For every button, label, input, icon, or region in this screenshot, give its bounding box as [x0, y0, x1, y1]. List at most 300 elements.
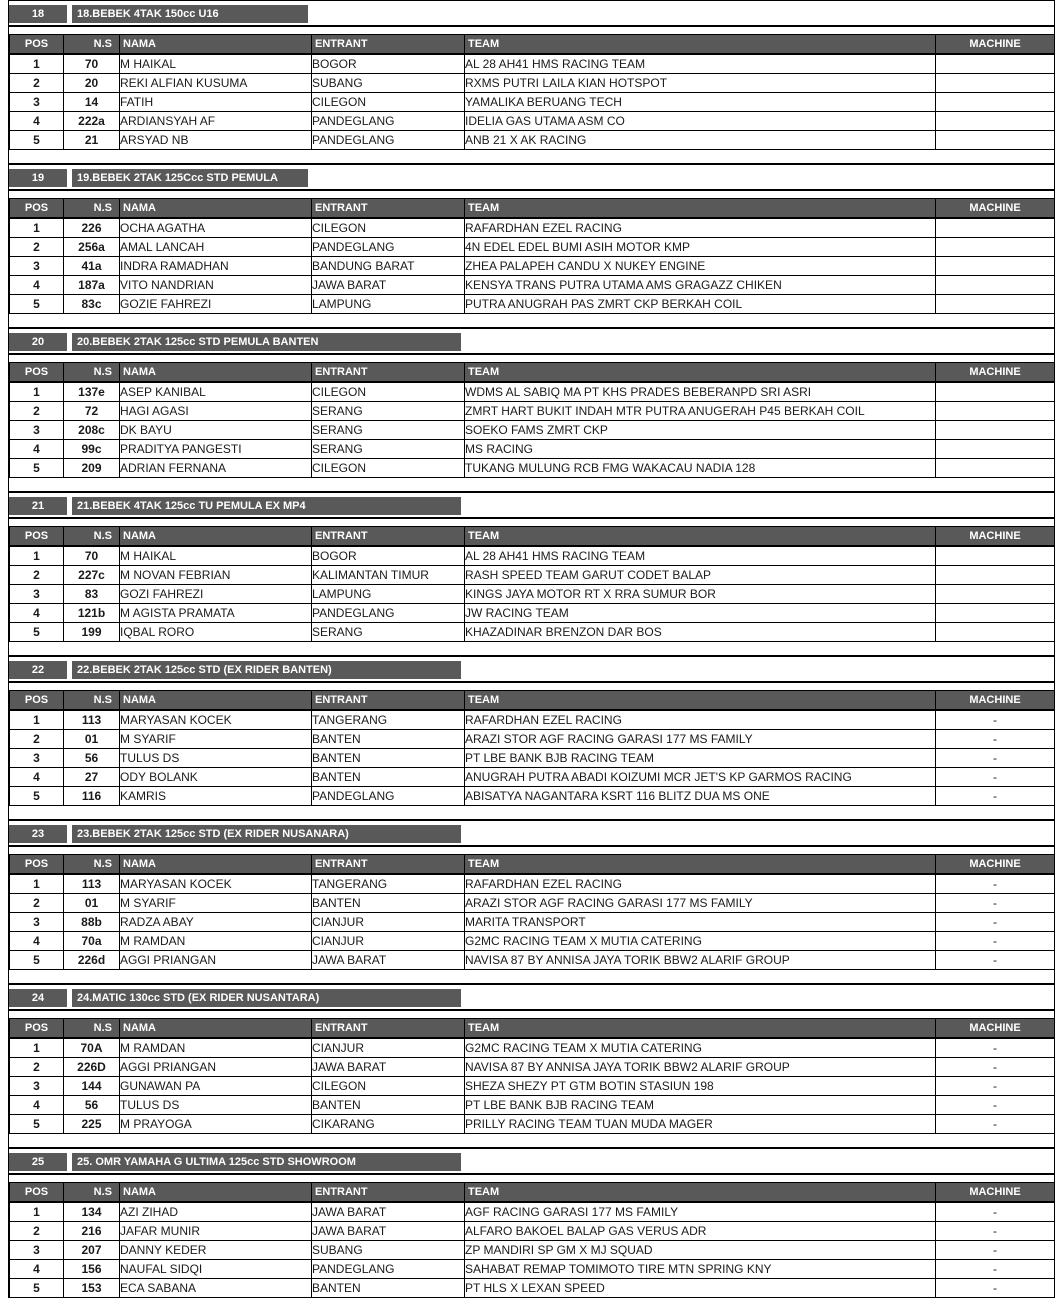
- col-header-ns: N.S: [64, 1183, 120, 1203]
- cell-team: RAFARDHAN EZEL RACING: [465, 710, 936, 730]
- cell-ns: 116: [64, 787, 120, 806]
- cell-pos: 3: [10, 1077, 64, 1096]
- cell-team: NAVISA 87 BY ANNISA JAYA TORIK BBW2 ALARIF GROUP: [465, 951, 936, 970]
- result-row: [10, 382, 1055, 402]
- cell-ns: 01: [64, 894, 120, 913]
- cell-ns: 187a: [64, 276, 120, 295]
- cell-machine: -: [936, 1058, 1055, 1077]
- class-title: 24.MATIC 130cc STD (EX RIDER NUSANTARA): [72, 989, 461, 1007]
- cell-pos: 4: [10, 1260, 64, 1279]
- cell-ns: 216: [64, 1222, 120, 1241]
- cell-ns: 256a: [64, 238, 120, 257]
- cell-nama: MARYASAN KOCEK: [120, 874, 312, 894]
- cell-nama: GUNAWAN PA: [120, 1077, 312, 1096]
- col-header-machine: MACHINE: [936, 691, 1055, 711]
- cell-entrant: SUBANG: [312, 74, 465, 93]
- cell-pos: 2: [10, 402, 64, 421]
- cell-ns: 70A: [64, 1038, 120, 1058]
- header-row: [10, 527, 1055, 547]
- cell-team: G2MC RACING TEAM X MUTIA CATERING: [465, 1038, 936, 1058]
- cell-nama: M SYARIF: [120, 730, 312, 749]
- cell-ns: 144: [64, 1077, 120, 1096]
- cell-ns: 83c: [64, 295, 120, 314]
- cell-machine: [936, 546, 1055, 566]
- result-row: [10, 951, 1055, 970]
- cell-ns: 88b: [64, 913, 120, 932]
- cell-nama: RADZA ABAY: [120, 913, 312, 932]
- col-header-team: TEAM: [465, 855, 936, 875]
- cell-nama: GOZI FAHREZI: [120, 585, 312, 604]
- col-header-pos: POS: [10, 1183, 64, 1203]
- section-header-bar: [9, 5, 1054, 27]
- result-row: [10, 623, 1055, 642]
- results-table: [9, 854, 1055, 970]
- col-header-pos: POS: [10, 855, 64, 875]
- result-row: [10, 749, 1055, 768]
- col-header-pos: POS: [10, 691, 64, 711]
- cell-ns: 113: [64, 710, 120, 730]
- cell-machine: -: [936, 951, 1055, 970]
- cell-team: ABISATYA NAGANTARA KSRT 116 BLITZ DUA MS ONE: [465, 787, 936, 806]
- cell-nama: AGGI PRIANGAN: [120, 951, 312, 970]
- cell-machine: -: [936, 1077, 1055, 1096]
- result-row: [10, 1202, 1055, 1222]
- cell-ns: 226d: [64, 951, 120, 970]
- cell-ns: 41a: [64, 257, 120, 276]
- section-header-bar: [9, 497, 1054, 519]
- cell-pos: 1: [10, 1202, 64, 1222]
- result-row: [10, 566, 1055, 585]
- cell-pos: 5: [10, 295, 64, 314]
- cell-pos: 2: [10, 1222, 64, 1241]
- col-header-ns: N.S: [64, 691, 120, 711]
- cell-entrant: BANTEN: [312, 749, 465, 768]
- col-header-team: TEAM: [465, 1019, 936, 1039]
- cell-entrant: BANTEN: [312, 768, 465, 787]
- class-section: [9, 819, 1054, 970]
- cell-team: ZMRT HART BUKIT INDAH MTR PUTRA ANUGERAH P45 BERKAH COIL: [465, 402, 936, 421]
- cell-entrant: CILEGON: [312, 1077, 465, 1096]
- cell-machine: [936, 566, 1055, 585]
- header-row: [10, 199, 1055, 219]
- col-header-team: TEAM: [465, 363, 936, 383]
- cell-team: PRILLY RACING TEAM TUAN MUDA MAGER: [465, 1115, 936, 1134]
- cell-machine: -: [936, 1260, 1055, 1279]
- col-header-nama: NAMA: [120, 1183, 312, 1203]
- result-row: [10, 730, 1055, 749]
- class-title: 21.BEBEK 4TAK 125cc TU PEMULA EX MP4: [72, 497, 461, 515]
- cell-pos: 4: [10, 440, 64, 459]
- cell-entrant: KALIMANTAN TIMUR: [312, 566, 465, 585]
- cell-team: ZHEA PALAPEH CANDU X NUKEY ENGINE: [465, 257, 936, 276]
- cell-nama: ODY BOLANK: [120, 768, 312, 787]
- cell-pos: 4: [10, 604, 64, 623]
- sections-root: [9, 1, 1054, 1298]
- cell-team: AL 28 AH41 HMS RACING TEAM: [465, 546, 936, 566]
- cell-ns: 21: [64, 131, 120, 150]
- result-row: [10, 1038, 1055, 1058]
- cell-team: KINGS JAYA MOTOR RT X RRA SUMUR BOR: [465, 585, 936, 604]
- cell-machine: [936, 382, 1055, 402]
- cell-team: SOEKO FAMS ZMRT CKP: [465, 421, 936, 440]
- col-header-nama: NAMA: [120, 691, 312, 711]
- cell-nama: M AGISTA PRAMATA: [120, 604, 312, 623]
- cell-team: ALFARO BAKOEL BALAP GAS VERUS ADR: [465, 1222, 936, 1241]
- cell-pos: 5: [10, 951, 64, 970]
- cell-nama: DK BAYU: [120, 421, 312, 440]
- cell-ns: 70: [64, 54, 120, 74]
- cell-machine: [936, 585, 1055, 604]
- result-row: [10, 257, 1055, 276]
- cell-ns: 20: [64, 74, 120, 93]
- cell-ns: 113: [64, 874, 120, 894]
- cell-pos: 1: [10, 546, 64, 566]
- result-row: [10, 54, 1055, 74]
- class-title: 23.BEBEK 2TAK 125cc STD (EX RIDER NUSANARA): [72, 825, 461, 843]
- cell-team: KHAZADINAR BRENZON DAR BOS: [465, 623, 936, 642]
- col-header-pos: POS: [10, 527, 64, 547]
- results-table: [9, 34, 1055, 150]
- class-number: 19: [9, 169, 67, 187]
- col-header-entrant: ENTRANT: [312, 1019, 465, 1039]
- cell-nama: TULUS DS: [120, 749, 312, 768]
- result-row: [10, 1058, 1055, 1077]
- cell-nama: M RAMDAN: [120, 932, 312, 951]
- cell-pos: 3: [10, 93, 64, 112]
- cell-ns: 14: [64, 93, 120, 112]
- result-row: [10, 238, 1055, 257]
- cell-ns: 226: [64, 218, 120, 238]
- cell-entrant: SERANG: [312, 440, 465, 459]
- class-number: 24: [9, 989, 67, 1007]
- cell-pos: 2: [10, 730, 64, 749]
- cell-ns: 27: [64, 768, 120, 787]
- cell-machine: -: [936, 787, 1055, 806]
- col-header-machine: MACHINE: [936, 363, 1055, 383]
- col-header-nama: NAMA: [120, 1019, 312, 1039]
- cell-pos: 3: [10, 421, 64, 440]
- cell-team: MARITA TRANSPORT: [465, 913, 936, 932]
- cell-team: G2MC RACING TEAM X MUTIA CATERING: [465, 932, 936, 951]
- col-header-ns: N.S: [64, 363, 120, 383]
- col-header-machine: MACHINE: [936, 35, 1055, 55]
- cell-team: PT LBE BANK BJB RACING TEAM: [465, 749, 936, 768]
- header-row: [10, 363, 1055, 383]
- section-header-bar: [9, 825, 1054, 847]
- cell-machine: [936, 93, 1055, 112]
- result-row: [10, 932, 1055, 951]
- cell-machine: -: [936, 730, 1055, 749]
- cell-machine: -: [936, 1222, 1055, 1241]
- cell-team: AGF RACING GARASI 177 MS FAMILY: [465, 1202, 936, 1222]
- cell-entrant: PANDEGLANG: [312, 112, 465, 131]
- class-number: 23: [9, 825, 67, 843]
- col-header-entrant: ENTRANT: [312, 1183, 465, 1203]
- cell-machine: [936, 402, 1055, 421]
- cell-team: ARAZI STOR AGF RACING GARASI 177 MS FAMILY: [465, 894, 936, 913]
- class-number: 22: [9, 661, 67, 679]
- cell-entrant: CILEGON: [312, 459, 465, 478]
- cell-nama: PRADITYA PANGESTI: [120, 440, 312, 459]
- result-row: [10, 913, 1055, 932]
- class-number: 25: [9, 1153, 67, 1171]
- cell-machine: [936, 604, 1055, 623]
- cell-nama: TULUS DS: [120, 1096, 312, 1115]
- cell-nama: IQBAL RORO: [120, 623, 312, 642]
- cell-entrant: CILEGON: [312, 382, 465, 402]
- cell-team: RASH SPEED TEAM GARUT CODET BALAP: [465, 566, 936, 585]
- col-header-ns: N.S: [64, 35, 120, 55]
- col-header-nama: NAMA: [120, 527, 312, 547]
- result-row: [10, 112, 1055, 131]
- header-row: [10, 35, 1055, 55]
- cell-team: PT HLS X LEXAN SPEED: [465, 1279, 936, 1298]
- cell-ns: 70a: [64, 932, 120, 951]
- cell-ns: 227c: [64, 566, 120, 585]
- cell-team: RAFARDHAN EZEL RACING: [465, 874, 936, 894]
- cell-entrant: JAWA BARAT: [312, 1202, 465, 1222]
- result-row: [10, 440, 1055, 459]
- cell-machine: -: [936, 932, 1055, 951]
- cell-machine: [936, 112, 1055, 131]
- col-header-entrant: ENTRANT: [312, 855, 465, 875]
- cell-machine: -: [936, 749, 1055, 768]
- cell-ns: 134: [64, 1202, 120, 1222]
- class-title: 22.BEBEK 2TAK 125cc STD (EX RIDER BANTEN): [72, 661, 461, 679]
- section-header-bar: [9, 333, 1054, 355]
- col-header-team: TEAM: [465, 199, 936, 219]
- cell-pos: 4: [10, 276, 64, 295]
- results-table: [9, 690, 1055, 806]
- cell-machine: [936, 218, 1055, 238]
- cell-ns: 01: [64, 730, 120, 749]
- class-title: 18.BEBEK 4TAK 150cc U16: [72, 5, 308, 23]
- cell-nama: M HAIKAL: [120, 54, 312, 74]
- cell-entrant: PANDEGLANG: [312, 1260, 465, 1279]
- cell-pos: 1: [10, 382, 64, 402]
- cell-pos: 4: [10, 112, 64, 131]
- result-row: [10, 710, 1055, 730]
- cell-machine: -: [936, 874, 1055, 894]
- cell-pos: 5: [10, 1279, 64, 1298]
- result-row: [10, 218, 1055, 238]
- cell-machine: -: [936, 1279, 1055, 1298]
- cell-team: PT LBE BANK BJB RACING TEAM: [465, 1096, 936, 1115]
- col-header-machine: MACHINE: [936, 1019, 1055, 1039]
- col-header-entrant: ENTRANT: [312, 199, 465, 219]
- col-header-nama: NAMA: [120, 199, 312, 219]
- class-section: [9, 163, 1054, 314]
- cell-machine: [936, 421, 1055, 440]
- col-header-nama: NAMA: [120, 35, 312, 55]
- cell-pos: 3: [10, 913, 64, 932]
- col-header-entrant: ENTRANT: [312, 35, 465, 55]
- cell-team: RXMS PUTRI LAILA KIAN HOTSPOT: [465, 74, 936, 93]
- result-row: [10, 74, 1055, 93]
- cell-machine: -: [936, 710, 1055, 730]
- cell-nama: REKI ALFIAN KUSUMA: [120, 74, 312, 93]
- results-table: [9, 526, 1055, 642]
- class-section: [9, 983, 1054, 1134]
- col-header-pos: POS: [10, 363, 64, 383]
- cell-nama: M PRAYOGA: [120, 1115, 312, 1134]
- col-header-pos: POS: [10, 1019, 64, 1039]
- cell-pos: 2: [10, 238, 64, 257]
- cell-entrant: PANDEGLANG: [312, 604, 465, 623]
- cell-ns: 56: [64, 1096, 120, 1115]
- cell-machine: -: [936, 894, 1055, 913]
- cell-machine: -: [936, 1038, 1055, 1058]
- cell-ns: 156: [64, 1260, 120, 1279]
- results-table: [9, 1182, 1055, 1298]
- cell-team: PUTRA ANUGRAH PAS ZMRT CKP BERKAH COIL: [465, 295, 936, 314]
- cell-team: NAVISA 87 BY ANNISA JAYA TORIK BBW2 ALARIF GROUP: [465, 1058, 936, 1077]
- col-header-team: TEAM: [465, 35, 936, 55]
- cell-nama: KAMRIS: [120, 787, 312, 806]
- cell-entrant: BANTEN: [312, 1279, 465, 1298]
- cell-machine: [936, 131, 1055, 150]
- cell-ns: 153: [64, 1279, 120, 1298]
- class-number: 18: [9, 5, 67, 23]
- cell-entrant: SERANG: [312, 623, 465, 642]
- cell-entrant: CIANJUR: [312, 932, 465, 951]
- cell-nama: M HAIKAL: [120, 546, 312, 566]
- result-row: [10, 894, 1055, 913]
- col-header-nama: NAMA: [120, 363, 312, 383]
- cell-nama: DANNY KEDER: [120, 1241, 312, 1260]
- cell-nama: ARSYAD NB: [120, 131, 312, 150]
- class-section: [9, 327, 1054, 478]
- cell-entrant: JAWA BARAT: [312, 1222, 465, 1241]
- cell-machine: -: [936, 768, 1055, 787]
- cell-pos: 5: [10, 1115, 64, 1134]
- cell-entrant: SERANG: [312, 421, 465, 440]
- class-title: 19.BEBEK 2TAK 125Ccc STD PEMULA: [72, 169, 308, 187]
- cell-pos: 2: [10, 894, 64, 913]
- col-header-pos: POS: [10, 35, 64, 55]
- cell-nama: JAFAR MUNIR: [120, 1222, 312, 1241]
- col-header-entrant: ENTRANT: [312, 691, 465, 711]
- cell-entrant: CILEGON: [312, 218, 465, 238]
- cell-ns: 83: [64, 585, 120, 604]
- cell-nama: MARYASAN KOCEK: [120, 710, 312, 730]
- cell-nama: INDRA RAMADHAN: [120, 257, 312, 276]
- cell-entrant: TANGERANG: [312, 710, 465, 730]
- cell-machine: [936, 54, 1055, 74]
- cell-nama: M SYARIF: [120, 894, 312, 913]
- cell-nama: GOZIE FAHREZI: [120, 295, 312, 314]
- header-row: [10, 855, 1055, 875]
- cell-entrant: SERANG: [312, 402, 465, 421]
- cell-team: ANUGRAH PUTRA ABADI KOIZUMI MCR JET'S KP GARMOS RACING: [465, 768, 936, 787]
- results-table: [9, 362, 1055, 478]
- cell-team: SAHABAT REMAP TOMIMOTO TIRE MTN SPRING KNY: [465, 1260, 936, 1279]
- result-row: [10, 1260, 1055, 1279]
- cell-pos: 3: [10, 257, 64, 276]
- cell-entrant: LAMPUNG: [312, 295, 465, 314]
- result-row: [10, 1241, 1055, 1260]
- class-number: 20: [9, 333, 67, 351]
- result-row: [10, 585, 1055, 604]
- cell-machine: [936, 276, 1055, 295]
- col-header-ns: N.S: [64, 1019, 120, 1039]
- class-section: [9, 1147, 1054, 1298]
- result-row: [10, 546, 1055, 566]
- result-row: [10, 768, 1055, 787]
- cell-pos: 2: [10, 566, 64, 585]
- result-row: [10, 1115, 1055, 1134]
- cell-entrant: SUBANG: [312, 1241, 465, 1260]
- class-section: [9, 655, 1054, 806]
- cell-pos: 5: [10, 787, 64, 806]
- cell-nama: ECA SABANA: [120, 1279, 312, 1298]
- class-title: 25. OMR YAMAHA G ULTIMA 125cc STD SHOWROOM: [72, 1153, 461, 1171]
- result-row: [10, 1096, 1055, 1115]
- col-header-team: TEAM: [465, 691, 936, 711]
- cell-team: ARAZI STOR AGF RACING GARASI 177 MS FAMILY: [465, 730, 936, 749]
- cell-team: ZP MANDIRI SP GM X MJ SQUAD: [465, 1241, 936, 1260]
- cell-team: YAMALIKA BERUANG TECH: [465, 93, 936, 112]
- cell-nama: AMAL LANCAH: [120, 238, 312, 257]
- cell-machine: [936, 257, 1055, 276]
- cell-nama: M RAMDAN: [120, 1038, 312, 1058]
- header-row: [10, 691, 1055, 711]
- cell-entrant: PANDEGLANG: [312, 787, 465, 806]
- cell-ns: 209: [64, 459, 120, 478]
- section-header-bar: [9, 989, 1054, 1011]
- col-header-entrant: ENTRANT: [312, 363, 465, 383]
- section-header-bar: [9, 1153, 1054, 1175]
- col-header-team: TEAM: [465, 527, 936, 547]
- cell-machine: [936, 74, 1055, 93]
- cell-team: WDMS AL SABIQ MA PT KHS PRADES BEBERANPD SRI ASRI: [465, 382, 936, 402]
- cell-team: IDELIA GAS UTAMA ASM CO: [465, 112, 936, 131]
- col-header-entrant: ENTRANT: [312, 527, 465, 547]
- cell-team: ANB 21 X AK RACING: [465, 131, 936, 150]
- cell-entrant: CIKARANG: [312, 1115, 465, 1134]
- results-table: [9, 198, 1055, 314]
- col-header-nama: NAMA: [120, 855, 312, 875]
- cell-ns: 225: [64, 1115, 120, 1134]
- cell-pos: 1: [10, 1038, 64, 1058]
- cell-pos: 4: [10, 768, 64, 787]
- col-header-ns: N.S: [64, 527, 120, 547]
- cell-entrant: LAMPUNG: [312, 585, 465, 604]
- cell-machine: -: [936, 1241, 1055, 1260]
- result-row: [10, 1222, 1055, 1241]
- col-header-machine: MACHINE: [936, 855, 1055, 875]
- cell-ns: 70: [64, 546, 120, 566]
- col-header-machine: MACHINE: [936, 527, 1055, 547]
- cell-team: MS RACING: [465, 440, 936, 459]
- cell-machine: [936, 440, 1055, 459]
- col-header-machine: MACHINE: [936, 1183, 1055, 1203]
- cell-entrant: BANTEN: [312, 894, 465, 913]
- cell-entrant: CILEGON: [312, 93, 465, 112]
- cell-ns: 72: [64, 402, 120, 421]
- result-row: [10, 295, 1055, 314]
- cell-entrant: BOGOR: [312, 54, 465, 74]
- cell-ns: 208c: [64, 421, 120, 440]
- cell-pos: 1: [10, 874, 64, 894]
- results-table: [9, 1018, 1055, 1134]
- cell-nama: AGGI PRIANGAN: [120, 1058, 312, 1077]
- cell-team: TUKANG MULUNG RCB FMG WAKACAU NADIA 128: [465, 459, 936, 478]
- cell-ns: 199: [64, 623, 120, 642]
- cell-pos: 5: [10, 131, 64, 150]
- cell-entrant: BOGOR: [312, 546, 465, 566]
- cell-machine: -: [936, 913, 1055, 932]
